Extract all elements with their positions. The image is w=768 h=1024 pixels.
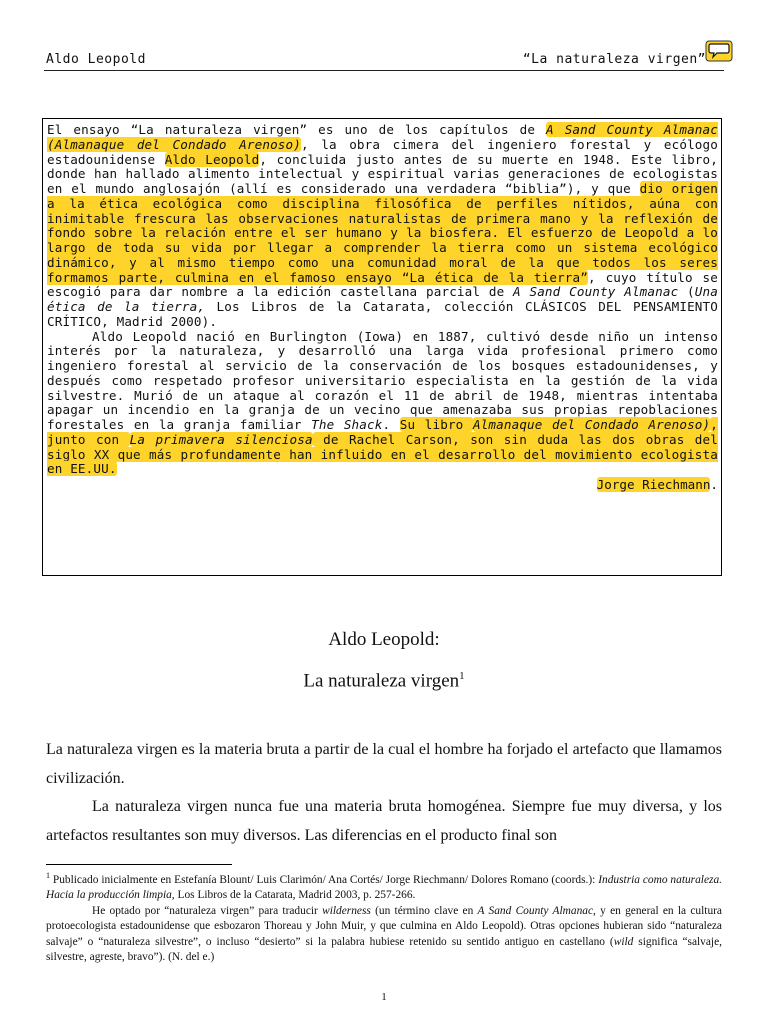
footnote-2-run-3: A Sand County Almanac <box>477 904 594 917</box>
abstract-paragraph-1 <box>47 122 718 329</box>
abstract-p2-run-0: Aldo Leopold nació en Burlington (Iowa) en 1887, cultivó desde niño un intenso interés por la naturaleza, y desarrolló una larga vida profesional primero como ingeniero forestal al servicio de la conservación de los bosques estadounidenses, y después como respetado profesor universitario especialista en la gestión de la vida silvestre. Murió de un ataque al corazón el 11 de abril de 1948, mientras intentaba apagar un incendio en la granja de un vecino que amenazaba sus propias repoblaciones forestales en la granja familiar <box>47 328 718 432</box>
abstract-p1-run-6: , cuyo título se escogió para dar nombre a la edición castellana parcial de <box>47 269 718 300</box>
footnote-rule <box>46 864 232 865</box>
abstract-p1-highlight-5: dio origen a la ética ecológica como disciplina filosófica de perfiles nítidos, aúna con inimitable frescura las observaciones naturalistas de primera mano y la reflexión de fondo sobre la relación entre el ser humano y la biosfera. El esfuerzo de Leopold a lo largo de toda su vida por llegar a comprender la tierra como un sistema ecológico dinámico, y al mismo tiempo como una comunidad moral de la que todos los seres formamos parte, culmina en el famoso ensayo “La ética de la tierra” <box>47 181 719 285</box>
abstract-p1-run-8: ( <box>678 284 695 300</box>
abstract-p1-highlight-3: Aldo Leopold <box>164 151 260 167</box>
body-paragraph-1: La naturaleza virgen es la materia bruta a partir de la cual el hombre ha forjado el artefacto que llamamos civilización. <box>46 741 722 787</box>
abstract-p1-run-2: , la obra cimera del ingeniero forestal y ecólogo estadounidense <box>47 136 718 167</box>
article-author-title: Aldo Leopold: <box>328 629 440 650</box>
footnote-2-run-5: wild <box>613 935 634 948</box>
body-text <box>46 736 722 850</box>
running-header-title: “La naturaleza virgen” <box>522 52 706 67</box>
footnote-2 <box>46 904 722 966</box>
footnote-1-marker: 1 <box>46 871 50 880</box>
footnotes <box>46 868 722 966</box>
abstract-p2-highlight-4: Almanaque del Condado Arenoso) <box>472 417 711 432</box>
footnote-1-run-2: Los Libros de la Catarata, Madrid 2003, p. 257-266. <box>174 889 416 902</box>
comment-icon[interactable] <box>705 40 733 62</box>
article-title-text: La naturaleza virgen <box>303 670 460 692</box>
footnote-2-run-4: , y en general en la cultura protoecologista estadounidense que esbozaron Thoreau y John Muir, y que culmina en Aldo Leopold). Otras opciones hubieran sido “naturaleza salvaje” o “naturaleza silvestre”, o incluso “desierto” si la palabra hubiese retenido su sentido antiguo en castellano ( <box>46 904 722 948</box>
abstract-p2-highlight-3: Su libro <box>399 417 473 432</box>
abstract-p1-run-0: El ensayo “La naturaleza virgen” es uno de los capítulos de <box>47 122 547 137</box>
abstract-p2-highlight-7: de Rachel Carson, son sin duda las dos obras del siglo XX que más profundamente han influido en el desarrollo del movimiento ecologista en EE.UU. <box>47 431 719 477</box>
footnote-1-run-0: Publicado inicialmente en Estefanía Blount/ Luis Clarimón/ Ana Cortés/ Jorge Riechmann/ Dolores Romano (coords.): <box>50 873 599 886</box>
footnote-1 <box>46 868 722 904</box>
footnote-2-run-0: He optado por “naturaleza virgen” para traducir <box>92 904 323 917</box>
footnote-1-text <box>46 874 722 902</box>
footnote-ref[interactable]: 1 <box>459 670 465 682</box>
abstract-paragraph-2 <box>47 330 718 478</box>
signature-suffix: . <box>710 477 718 492</box>
footnote-2-text <box>46 905 722 964</box>
footnote-1-run-1: Industria como naturaleza. Hacia la producción limpia, <box>46 873 722 902</box>
abstract-p1-run-9: Una ética de la tierra, <box>47 284 718 314</box>
footnote-2-run-6: significa “salvaje, silvestre, agreste, bravo”). (N. del e.) <box>46 935 722 964</box>
abstract-p1-run-4: , concluida justo antes de su muerte en 1948. Este libro, donde han hallado alimento intelectual y espiritual varias generaciones de ecologistas en el mundo anglosajón (allí es considerado una verdadera “biblia”), y que <box>47 151 718 196</box>
abstract-p1-run-10: Los Libros de la Catarata, colección CLÁSICOS DEL PENSAMIENTO CRÍTICO, Madrid 2000). <box>47 299 718 329</box>
article-title <box>0 670 768 692</box>
body-paragraph-2: La naturaleza virgen nunca fue una materia bruta homogénea. Siempre fue muy diversa, y los artefactos resultantes son muy diversos. Las diferencias en el producto final son <box>46 798 722 844</box>
header-rule <box>44 70 724 71</box>
signature-name: Jorge Riechmann <box>596 477 711 492</box>
abstract-box <box>42 118 722 576</box>
abstract-text <box>47 123 718 477</box>
abstract-p2-highlight-6: La primavera silenciosa <box>129 431 313 447</box>
abstract-p1-highlight-1: A Sand County Almanac (Almanaque del Condado Arenoso) <box>47 122 718 152</box>
signature <box>47 477 718 492</box>
abstract-p1-run-7: A Sand County Almanac <box>513 284 679 300</box>
footnote-2-run-1: wilderness <box>322 904 371 917</box>
abstract-p2-run-2: . <box>382 417 400 432</box>
page-number: 1 <box>381 991 387 1003</box>
abstract-p2-highlight-5: , junto con <box>47 417 719 447</box>
running-header-author: Aldo Leopold <box>46 52 146 67</box>
abstract-p2-run-1: The Shack <box>311 417 383 432</box>
footnote-2-run-2: (un término clave en <box>370 904 478 917</box>
